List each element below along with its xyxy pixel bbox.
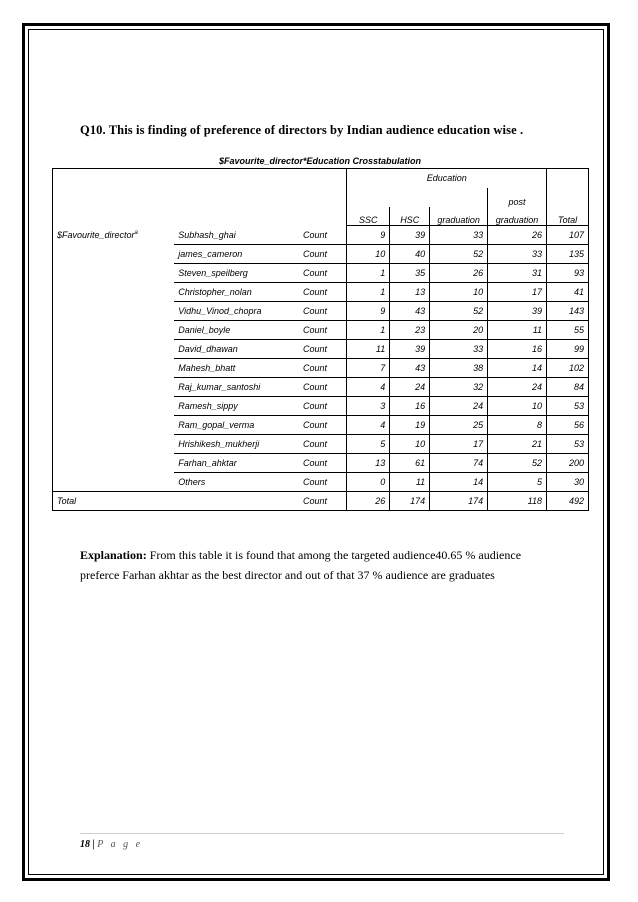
cell-hsc: 19 (390, 416, 430, 435)
cell-graduation: 52 (430, 302, 488, 321)
cell-post-graduation: 21 (488, 435, 547, 454)
explanation-text: From this table it is found that among the targeted audience40.65 % audience preferce Farhan akhtar as the best director and out of that 37 % audience are graduates (80, 548, 522, 582)
explanation-paragraph (80, 545, 560, 585)
stat-label: Count (299, 359, 347, 378)
cell-post-graduation: 16 (488, 340, 547, 359)
cell-hsc: 40 (390, 245, 430, 264)
total-header-top (547, 169, 589, 188)
cell-hsc: 39 (390, 226, 430, 245)
cell-post-graduation: 39 (488, 302, 547, 321)
page-label: P a g e (97, 839, 143, 850)
total-stat-label: Count (299, 492, 347, 511)
stat-label: Count (299, 245, 347, 264)
cell-hsc: 43 (390, 359, 430, 378)
total-label: Total (53, 492, 175, 511)
cell-graduation: 14 (430, 473, 488, 492)
footer-divider (80, 833, 564, 834)
cell-ssc: 4 (347, 378, 390, 397)
row-variable-label (53, 226, 175, 492)
cell-post-graduation: 10 (488, 397, 547, 416)
cell-hsc: 24 (390, 378, 430, 397)
director-name: Hrishikesh_mukherji (174, 435, 299, 454)
cell-post-graduation: 24 (488, 378, 547, 397)
director-name: Subhash_ghai (174, 226, 299, 245)
col-header-ssc: SSC (347, 207, 390, 226)
cell-ssc: 1 (347, 283, 390, 302)
director-name: David_dhawan (174, 340, 299, 359)
stat-label: Count (299, 454, 347, 473)
cell-post-graduation: 14 (488, 359, 547, 378)
total-row (53, 492, 589, 511)
stat-label: Count (299, 340, 347, 359)
cell-post-graduation: 17 (488, 283, 547, 302)
total-cell-post-graduation: 118 (488, 492, 547, 511)
stat-label: Count (299, 283, 347, 302)
cell-ssc: 7 (347, 359, 390, 378)
cell-ssc: 13 (347, 454, 390, 473)
post-graduation-header-top: post (488, 188, 547, 207)
row-variable-name: $Favourite_director (57, 229, 135, 240)
cell-total: 41 (547, 283, 589, 302)
cell-ssc: 9 (347, 302, 390, 321)
total-cell-total: 492 (547, 492, 589, 511)
question-heading: Q10. This is finding of preference of directors by Indian audience education wise . (80, 123, 524, 137)
education-group-header: Education (347, 169, 547, 188)
cell-ssc: 1 (347, 321, 390, 340)
cell-graduation: 10 (430, 283, 488, 302)
cell-graduation: 32 (430, 378, 488, 397)
cell-graduation: 20 (430, 321, 488, 340)
cell-graduation: 52 (430, 245, 488, 264)
cell-hsc: 23 (390, 321, 430, 340)
cell-ssc: 1 (347, 264, 390, 283)
cell-total: 200 (547, 454, 589, 473)
cell-total: 84 (547, 378, 589, 397)
stat-label: Count (299, 264, 347, 283)
cell-graduation: 33 (430, 340, 488, 359)
stat-label: Count (299, 321, 347, 340)
cell-graduation: 25 (430, 416, 488, 435)
cell-ssc: 10 (347, 245, 390, 264)
cell-hsc: 35 (390, 264, 430, 283)
stat-label: Count (299, 473, 347, 492)
cell-total: 53 (547, 397, 589, 416)
total-cell-ssc: 26 (347, 492, 390, 511)
cell-graduation: 24 (430, 397, 488, 416)
row-variable-footnote: a (134, 229, 138, 236)
cell-hsc: 39 (390, 340, 430, 359)
explanation-label: Explanation: (80, 548, 147, 562)
header-row-group (53, 169, 589, 188)
director-name: Ramesh_sippy (174, 397, 299, 416)
cell-post-graduation: 11 (488, 321, 547, 340)
page-number: 18 (80, 839, 90, 850)
table-row (53, 226, 589, 245)
director-name: james_cameron (174, 245, 299, 264)
cell-graduation: 26 (430, 264, 488, 283)
cell-total: 99 (547, 340, 589, 359)
cell-ssc: 5 (347, 435, 390, 454)
page-separator: | (92, 839, 95, 850)
cell-post-graduation: 52 (488, 454, 547, 473)
header-corner (53, 169, 347, 226)
cell-ssc: 11 (347, 340, 390, 359)
col-header-hsc: HSC (390, 207, 430, 226)
stat-label: Count (299, 397, 347, 416)
cell-post-graduation: 8 (488, 416, 547, 435)
col-header-graduation: graduation (430, 207, 488, 226)
cell-total: 143 (547, 302, 589, 321)
cell-hsc: 61 (390, 454, 430, 473)
stat-label: Count (299, 302, 347, 321)
director-name: Christopher_nolan (174, 283, 299, 302)
stat-label: Count (299, 435, 347, 454)
director-name: Daniel_boyle (174, 321, 299, 340)
cell-hsc: 10 (390, 435, 430, 454)
director-name: Vidhu_Vinod_chopra (174, 302, 299, 321)
director-name: Ram_gopal_verma (174, 416, 299, 435)
cell-ssc: 4 (347, 416, 390, 435)
cell-ssc: 3 (347, 397, 390, 416)
cell-ssc: 0 (347, 473, 390, 492)
cell-total: 107 (547, 226, 589, 245)
cell-graduation: 38 (430, 359, 488, 378)
cell-post-graduation: 26 (488, 226, 547, 245)
cell-graduation: 33 (430, 226, 488, 245)
col-header-post-graduation: graduation (488, 207, 547, 226)
cell-graduation: 74 (430, 454, 488, 473)
cell-total: 56 (547, 416, 589, 435)
director-name: Mahesh_bhatt (174, 359, 299, 378)
director-name: Raj_kumar_santoshi (174, 378, 299, 397)
total-cell-graduation: 174 (430, 492, 488, 511)
cell-ssc: 9 (347, 226, 390, 245)
cell-total: 102 (547, 359, 589, 378)
director-name: Steven_speilberg (174, 264, 299, 283)
director-name: Farhan_ahktar (174, 454, 299, 473)
cell-total: 55 (547, 321, 589, 340)
stat-label: Count (299, 226, 347, 245)
crosstab-table (52, 168, 589, 511)
cell-total: 53 (547, 435, 589, 454)
table-title: $Favourite_director*Education Crosstabulation (218, 156, 422, 166)
cell-total: 135 (547, 245, 589, 264)
cell-post-graduation: 5 (488, 473, 547, 492)
total-cell-hsc: 174 (390, 492, 430, 511)
stat-label: Count (299, 416, 347, 435)
col-header-total: Total (547, 207, 589, 226)
director-name: Others (174, 473, 299, 492)
page-footer (80, 839, 143, 850)
cell-hsc: 43 (390, 302, 430, 321)
cell-post-graduation: 31 (488, 264, 547, 283)
cell-total: 93 (547, 264, 589, 283)
cell-hsc: 13 (390, 283, 430, 302)
stat-label: Count (299, 378, 347, 397)
cell-graduation: 17 (430, 435, 488, 454)
cell-hsc: 11 (390, 473, 430, 492)
cell-total: 30 (547, 473, 589, 492)
cell-post-graduation: 33 (488, 245, 547, 264)
cell-hsc: 16 (390, 397, 430, 416)
